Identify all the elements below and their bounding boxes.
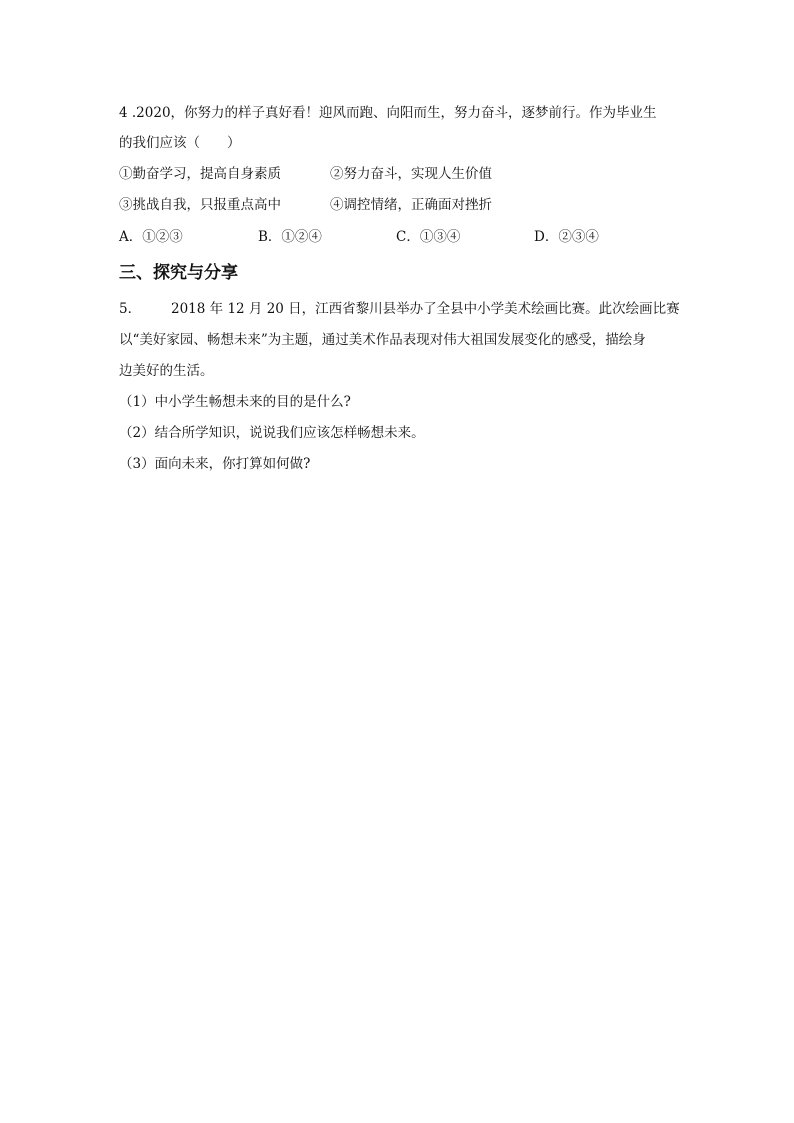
q4-options [119, 227, 679, 247]
q4-option-c: C．①③④ [396, 229, 461, 245]
q4-statement-1: ①勤奋学习，提高自身素质 [119, 166, 281, 182]
q5-subquestion-2: （2）结合所学知识，说说我们应该怎样畅想未来。 [119, 425, 425, 441]
q4-stem-line1: 4 .2020，你努力的样子真好看！迎风而跑、向阳而生，努力奋斗，逐梦前行。作为毕业生 [119, 105, 657, 121]
q5-line3: 边美好的生活。 [119, 363, 214, 379]
q4-statements-row2 [119, 195, 679, 215]
q4-statements-row1 [119, 164, 679, 184]
q5-text-line1: 2018 年 12 月 20 日，江西省黎川县举办了全县中小学美术绘画比赛。此次绘画比赛 [171, 301, 680, 317]
q4-stem-line2: 的我们应该（ ） [119, 135, 241, 151]
q5-line1 [119, 299, 680, 319]
q4-statement-2: ②努力奋斗，实现人生价值 [330, 166, 492, 182]
q4-option-a: A．①②③ [119, 229, 183, 245]
q5-subquestion-1: （1）中小学生畅想未来的目的是什么? [119, 394, 351, 410]
q5-subquestion-3: （3）面向未来，你打算如何做? [119, 456, 311, 472]
q4-statement-4: ④调控情绪，正确面对挫折 [330, 197, 492, 213]
q4-option-d: D．②③④ [534, 229, 599, 245]
q4-option-b: B．①②④ [258, 229, 322, 245]
q5-line2: 以“美好家园、畅想未来”为主题，通过美术作品表现对伟大祖国发展变化的感受，描绘身 [119, 332, 646, 348]
q4-statement-3: ③挑战自我，只报重点高中 [119, 197, 281, 213]
q5-number: 5． [119, 301, 142, 317]
section-title: 三、探究与分享 [119, 263, 238, 283]
